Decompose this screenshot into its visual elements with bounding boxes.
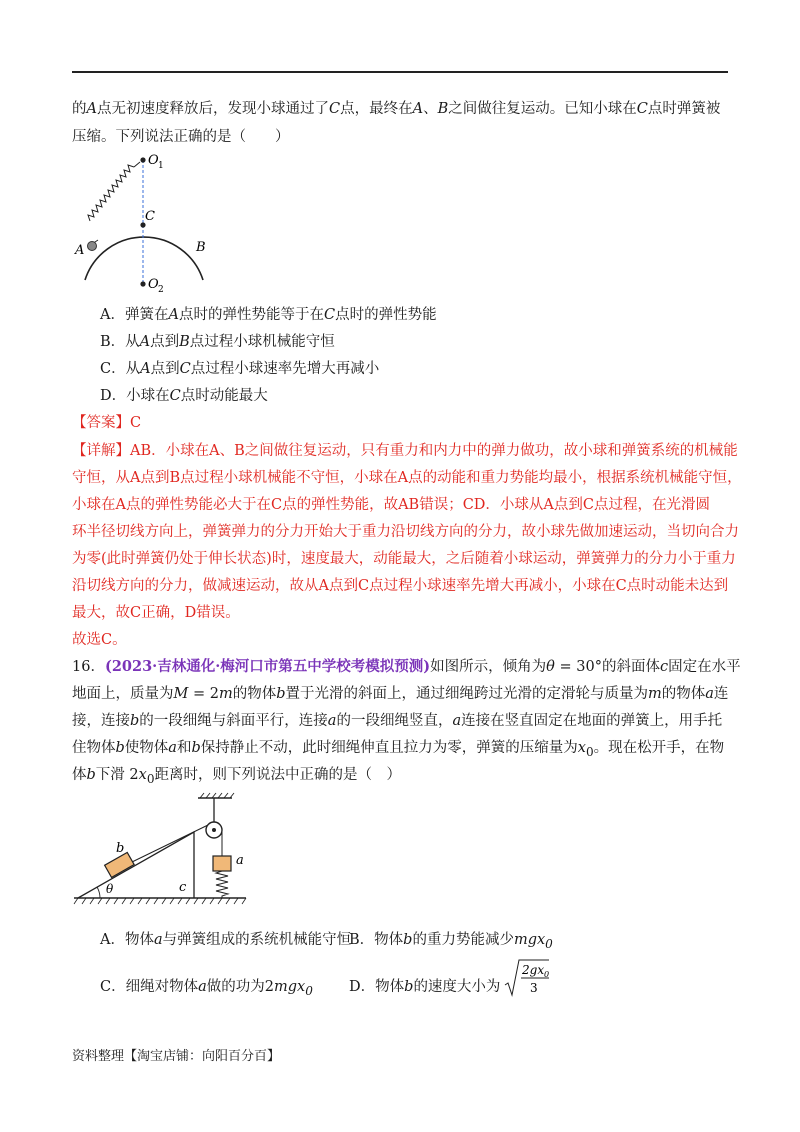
q15-detail-line3: 小球在A点的弹性势能必大于在C点的弹性势能，故AB错误；CD．小球从A点到C点过程，在光滑圆 [72, 497, 710, 513]
q15-detail-line5: 为零(此时弹簧仍处于伸长状态)时，速度最大，动能最大，之后随着小球运动，弹簧弹力的分力小于重力 [72, 551, 736, 567]
point-o1 [140, 157, 145, 162]
q15-detail-line4: 环半径切线方向上，弹簧弹力的分力开始大于重力沿切线方向的分力，故小球先做加速运动，当切向合力 [72, 524, 739, 540]
q15-option-d: D．小球在C点时动能最大 [100, 388, 268, 404]
sqrt-denominator: 3 [530, 981, 538, 995]
q16-source: (2023·吉林通化·梅河口市第五中学校考模拟预测) [104, 658, 431, 675]
label-c: c [179, 880, 187, 895]
q16-option-c: C．细绳对物体a做的功为2mgx$_0$ [100, 979, 313, 998]
block-a [213, 856, 231, 871]
label-c: C [145, 209, 155, 224]
sqrt-expression [503, 957, 551, 999]
sqrt-numerator: 2gx [522, 963, 545, 977]
label-b: B [196, 240, 206, 255]
q15-stem-line1: 的A点无初速度释放后，发现小球通过了C点，最终在A、B之间做往复运动。已知小球在C点时弹簧被 [72, 101, 721, 117]
q16-option-b: B．物体b的重力势能减少mgx$_0$ [349, 932, 553, 951]
label-a: a [236, 853, 244, 868]
q16-stem-line1: 16．(2023·吉林通化·梅河口市第五中学校考模拟预测)如图所示，倾角为θ = 30°的斜面体c固定在水平 [72, 658, 741, 675]
q16-figure [72, 792, 252, 912]
spring-a [216, 871, 228, 898]
q15-detail-line6: 沿切线方向的分力，做减速运动，故从A点到C点过程小球速率先增大再减小，小球在C点时动能未达到 [72, 578, 729, 594]
q16-option-d: D．物体b的速度大小为 [349, 979, 501, 995]
ground-hatch [74, 898, 246, 904]
incline [78, 832, 194, 898]
ring-arc [85, 237, 203, 280]
q16-stem-line5: 体b下滑 $2x_0$距离时，则下列说法中正确的是（ ） [72, 767, 402, 786]
label-b: b [116, 841, 125, 856]
q15-stem-line2: 压缩。下列说法正确的是（ ） [72, 129, 290, 145]
q15-answer: 【答案】C [72, 415, 142, 431]
ball [88, 242, 97, 251]
label-a: A [75, 243, 85, 258]
spring [88, 162, 140, 244]
q16-stem-line3: 接，连接b的一段细绳与斜面平行，连接a的一段细绳竖直，a连接在竖直固定在地面的弹簧上，用手托 [72, 713, 723, 729]
q16-option-a: A．物体a与弹簧组成的系统机械能守恒 [100, 932, 352, 948]
label-o2: O [148, 277, 159, 292]
q15-conclusion: 故选C。 [72, 632, 127, 648]
label-o1-sub: 1 [158, 161, 164, 171]
ceiling-hatch [200, 793, 234, 798]
q15-option-b: B．从A点到B点过程小球机械能守恒 [100, 334, 335, 350]
point-o2 [140, 281, 145, 286]
q16-stem-line2: 地面上，质量为M = 2m的物体b置于光滑的斜面上，通过细绳跨过光滑的定滑轮与质量为m的物体a连 [72, 686, 729, 702]
q15-option-c: C．从A点到C点过程小球速率先增大再减小 [100, 361, 380, 377]
q16-stem-line4: 住物体b使物体a和b保持静止不动，此时细绳伸直且拉力为零，弹簧的压缩量为$x_0$。现在松开手，在物 [72, 740, 725, 759]
label-o1: O [148, 153, 159, 168]
header-rule [72, 71, 728, 73]
block-b [105, 852, 135, 877]
q15-detail-line1: 【详解】AB．小球在A、B之间做往复运动，只有重力和内力中的弹力做功，故小球和弹簧系统的机械能 [72, 443, 738, 459]
footer: 资料整理【淘宝店铺：向阳百分百】 [72, 1049, 281, 1064]
q15-option-a: A．弹簧在A点时的弹性势能等于在C点时的弹性势能 [100, 307, 437, 323]
q15-detail-line7: 最大，故C正确，D错误。 [72, 605, 240, 621]
q15-figure [72, 150, 222, 295]
label-theta: θ [106, 882, 114, 896]
sqrt-numerator-sub: 0 [544, 970, 550, 979]
label-o2-sub: 2 [158, 285, 164, 295]
q15-detail-line2: 守恒，从A点到B点过程小球机械能不守恒，小球在A点的动能和重力势能均最小，根据系统机械能守恒， [72, 470, 742, 486]
rope-b [132, 825, 208, 862]
